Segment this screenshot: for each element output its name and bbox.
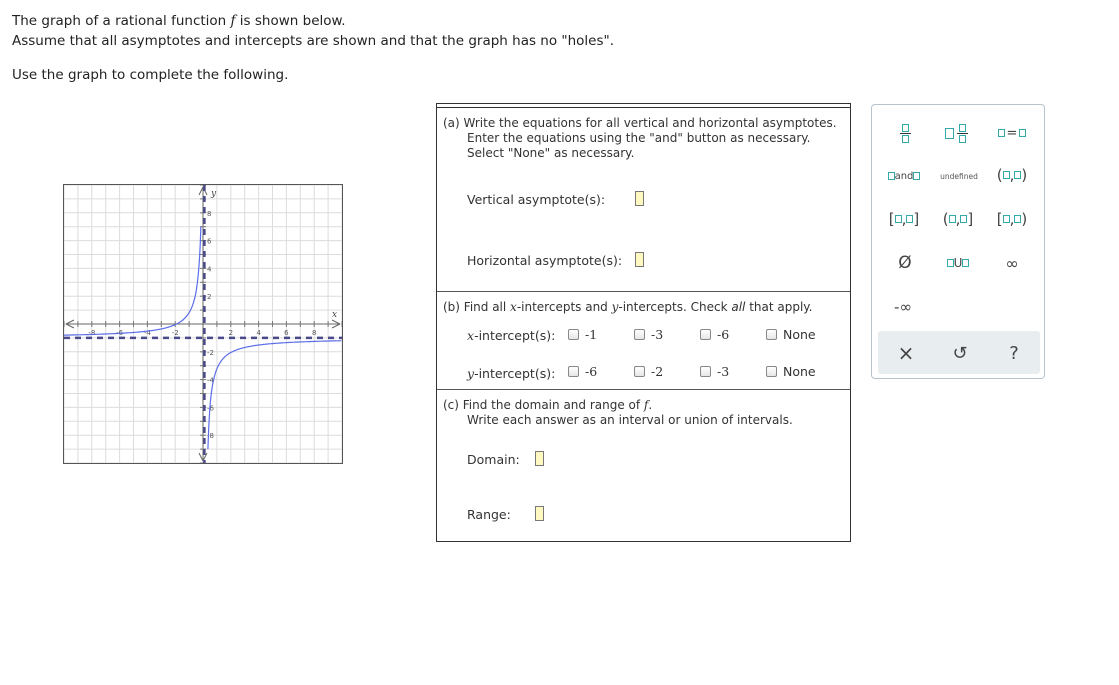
x-tick-label: 4 [256, 329, 261, 337]
x-tick-label: 8 [311, 329, 317, 337]
x-intercept-option-none[interactable]: None [766, 327, 816, 342]
y-tick-label: 2 [207, 293, 212, 302]
negative-infinity-button[interactable]: -∞ [894, 298, 912, 316]
x-intercept-option-2[interactable]: -3 [634, 327, 663, 342]
palette-footer [878, 331, 1040, 374]
x-intercept-label: x-intercept(s): [467, 328, 556, 343]
x-tick-label: -8 [88, 329, 96, 337]
undo-icon[interactable]: ↺ [952, 342, 968, 364]
horizontal-asymptote-input[interactable] [635, 252, 644, 267]
y-intercept-option-1[interactable]: -6 [568, 364, 597, 379]
x-intercept-option-3[interactable]: -6 [700, 327, 729, 342]
curve-right-branch [208, 341, 341, 449]
x-tick-label: 2 [228, 329, 234, 337]
checkbox[interactable] [634, 329, 645, 340]
y-tick-label: -8 [207, 432, 214, 441]
function-graph [63, 184, 343, 464]
part-b-instructions: (b) Find all x-intercepts and y-intercepts. Check all that apply. [443, 300, 813, 314]
y-tick-label: 4 [207, 265, 212, 274]
empty-set-button[interactable]: Ø [898, 253, 912, 273]
y-tick-label: -2 [207, 348, 214, 357]
graph-canvas [64, 185, 342, 463]
y-tick-label: 8 [207, 209, 212, 218]
mixed-number-button[interactable] [938, 119, 974, 147]
half-open-left-interval-button[interactable]: ( , ] [942, 210, 974, 228]
vertical-asymptote-input[interactable] [635, 191, 644, 206]
checkbox[interactable] [634, 366, 645, 377]
part-a-instructions: (a) Write the equations for all vertical and horizontal asymptotes. Enter the equations using the "and" button as necessary. Select "None" as necessary. [443, 116, 837, 160]
domain-label: Domain: [467, 452, 520, 467]
undefined-button[interactable]: undefined [940, 171, 978, 181]
part-c-instructions: (c) Find the domain and range of f. Write each answer as an interval or union of intervals. [443, 398, 793, 427]
part-a [437, 104, 850, 291]
intro-line-1: The graph of a rational function f is shown below. [12, 13, 346, 29]
domain-input[interactable] [535, 451, 544, 466]
y-tick-label: -4 [207, 376, 214, 385]
fraction-button[interactable] [890, 119, 920, 147]
intro-line-2: Assume that all asymptotes and intercepts are shown and that the graph has no "holes". [12, 33, 615, 49]
checkbox[interactable] [568, 366, 579, 377]
x-intercept-option-1[interactable]: -1 [568, 327, 597, 342]
y-tick-label: 6 [207, 237, 212, 246]
checkbox[interactable] [766, 329, 777, 340]
x-tick-label: -4 [143, 329, 151, 337]
math-palette [871, 104, 1045, 379]
x-tick-label: 6 [284, 329, 289, 337]
close-icon[interactable]: × [897, 341, 915, 365]
union-button[interactable]: U [938, 251, 978, 275]
checkbox[interactable] [700, 329, 711, 340]
problem-intro [12, 11, 614, 85]
and-button[interactable]: and [882, 165, 926, 187]
x-tick-label: -2 [171, 329, 179, 337]
open-interval-button[interactable]: ( , ) [996, 166, 1028, 184]
question-panel [436, 103, 851, 542]
checkbox[interactable] [766, 366, 777, 377]
range-label: Range: [467, 507, 511, 522]
infinity-button[interactable]: ∞ [1005, 253, 1019, 273]
part-c [437, 390, 850, 542]
half-open-right-interval-button[interactable]: [ , ) [996, 210, 1028, 228]
y-intercept-label: y-intercept(s): [467, 366, 556, 381]
intro-line-3: Use the graph to complete the following. [12, 67, 289, 83]
equals-button[interactable]: = [990, 119, 1034, 147]
checkbox[interactable] [568, 329, 579, 340]
x-tick-label: -6 [116, 329, 124, 337]
y-axis-label: y [211, 189, 217, 199]
curve-left-branch [64, 227, 201, 335]
horizontal-asymptote-label: Horizontal asymptote(s): [467, 253, 623, 268]
y-intercept-option-none[interactable]: None [766, 364, 816, 379]
y-intercept-option-3[interactable]: -3 [700, 364, 729, 379]
vertical-asymptote-label: Vertical asymptote(s): [467, 192, 606, 207]
range-input[interactable] [535, 506, 544, 521]
y-tick-label: -6 [207, 404, 214, 413]
part-b [437, 292, 850, 389]
closed-interval-button[interactable]: [ , ] [888, 210, 920, 228]
help-icon[interactable]: ? [1009, 342, 1019, 364]
checkbox[interactable] [700, 366, 711, 377]
y-intercept-option-2[interactable]: -2 [634, 364, 663, 379]
x-axis-label: x [332, 310, 338, 320]
